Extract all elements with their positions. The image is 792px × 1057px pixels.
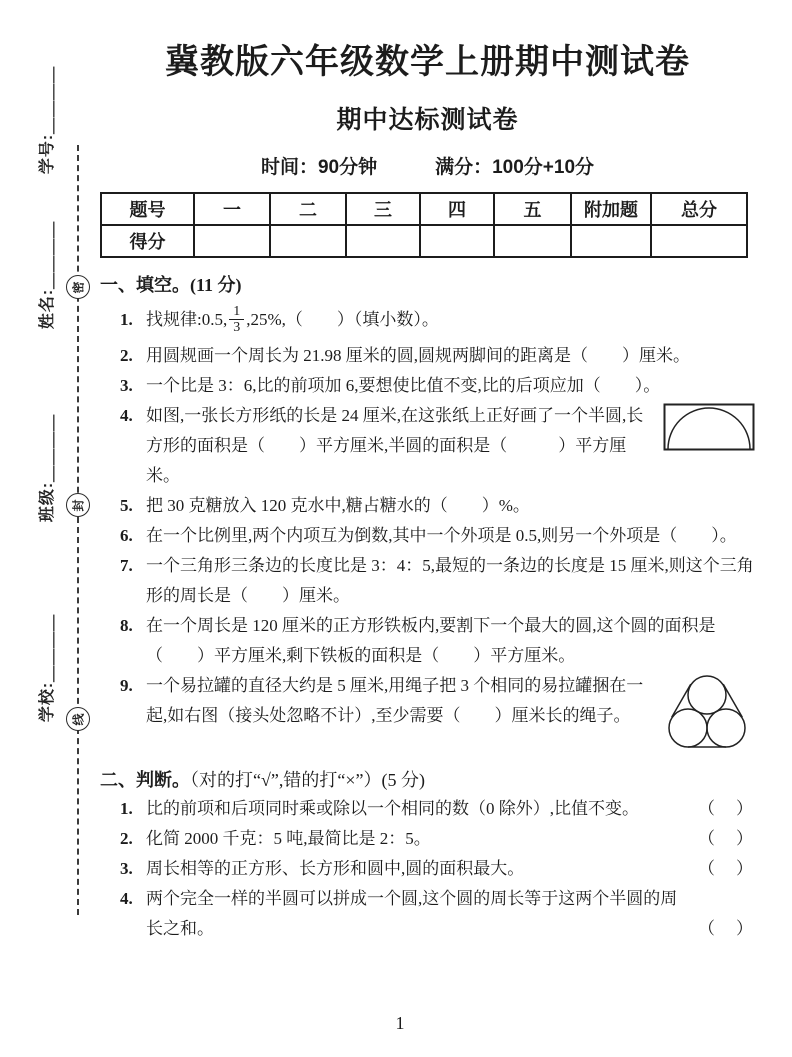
question-text: 一个易拉罐的直径大约是 5 厘米,用绳子把 3 个相同的易拉罐捆在一起,如右图（接头处忽略不计）,至少需要（ ）厘米长的绳子。: [146, 675, 644, 725]
fill-blank-question-3: [120, 371, 755, 401]
school-label: 学校:＿＿＿＿: [39, 613, 56, 723]
rectangle-with-semicircle-figure: [663, 403, 755, 451]
fraction-one-third: $\frac{1}{3}$: [229, 304, 244, 335]
score-table-cell: 总分: [651, 193, 747, 225]
score-table-cell: 一: [194, 193, 270, 225]
score-cell-empty: [270, 225, 346, 257]
question-number: 7.: [120, 555, 133, 575]
question-text: 一个三角形三条边的长度比是 3：4：5,最短的一条边的长度是 15 厘米,则这个三角形的周长是（ ）厘米。: [146, 555, 754, 605]
answer-blank: （ ）: [698, 918, 755, 938]
three-cans-bound-figure: [655, 671, 761, 753]
question-number: 3.: [120, 375, 133, 395]
score-cell-empty: [571, 225, 651, 257]
question-number: 3.: [120, 858, 133, 878]
seal-char-xian: 线: [66, 707, 90, 731]
score-table-cell: 四: [420, 193, 494, 225]
answer-blank: （ ）: [698, 858, 755, 878]
score-table: [100, 192, 748, 258]
question-text: 把 30 克糖放入 120 克水中,糖占糖水的（ ）%。: [146, 495, 530, 515]
judgment-question-2: [120, 824, 755, 854]
score-table-cell: 二: [270, 193, 346, 225]
judgment-question-4: [120, 884, 755, 944]
student-name-label: 姓名:＿＿＿＿: [39, 220, 56, 330]
score-cell-empty: [651, 225, 747, 257]
seal-char-mi: 密: [66, 275, 90, 299]
question-number: 8.: [120, 615, 133, 635]
fill-blank-question-2: [120, 341, 755, 371]
judgment-question-3: [120, 854, 755, 884]
section2-heading: [100, 766, 755, 794]
question-number: 2.: [120, 345, 133, 365]
score-table-score-row: [101, 225, 747, 257]
fill-blank-question-4: [120, 401, 755, 491]
question-number: 4.: [120, 405, 133, 425]
question-number: 1.: [120, 310, 133, 329]
question-number: 5.: [120, 495, 133, 515]
fill-blank-question-5: [120, 491, 755, 521]
seal-char-feng: 封: [66, 493, 90, 517]
score-table-cell: 五: [494, 193, 571, 225]
score-cell-empty: [420, 225, 494, 257]
page-number: 1: [395, 1013, 405, 1033]
answer-blank: （ ）: [698, 828, 755, 848]
judgment-question-1: [120, 794, 755, 824]
binding-dashed-line: [77, 145, 79, 915]
question-text: 在一个周长是 120 厘米的正方形铁板内,要割下一个最大的圆,这个圆的面积是（ ）平方厘米,剩下铁板的面积是（ ）平方厘米。: [146, 615, 716, 665]
paper-subtitle: 期中达标测试卷: [336, 106, 519, 134]
question-text: 化简 2000 千克：5 吨,最简比是 2：5。: [146, 828, 431, 848]
class-label: 班级:＿＿＿＿: [39, 413, 56, 523]
student-id-label: 学号:＿＿＿＿: [39, 65, 56, 175]
section2-heading-main: 二、判断。: [100, 769, 190, 790]
section2-heading-note: （对的打“√”,错的打“×”）(5 分): [190, 769, 425, 790]
question-text: 周长相等的正方形、长方形和圆中,圆的面积最大。: [146, 858, 525, 878]
question-text: 在一个比例里,两个内项互为倒数,其中一个外项是 0.5,则另一个外项是（ ）。: [146, 525, 737, 545]
fill-blank-question-6: [120, 521, 755, 551]
exam-info-line: [100, 152, 755, 179]
score-table-cell: 题号: [101, 193, 194, 225]
main-content: [100, 0, 755, 1057]
score-table-header-row: [101, 193, 747, 225]
score-cell-empty: [346, 225, 420, 257]
question-text: 如图,一张长方形纸的长是 24 厘米,在这张纸上正好画了一个半圆,长方形的面积是（ ）平方厘米,半圆的面积是（ ）平方厘米。: [146, 405, 644, 485]
question-number: 6.: [120, 525, 133, 545]
section1-heading: 一、填空。(11 分): [100, 275, 242, 295]
paper-title: 冀教版六年级数学上册期中测试卷: [165, 43, 690, 81]
question-number: 2.: [120, 828, 133, 848]
question-text: 用圆规画一个周长为 21.98 厘米的圆,圆规两脚间的距离是（ ）厘米。: [146, 345, 690, 365]
fill-blank-question-1: [120, 305, 755, 337]
question-number: 4.: [120, 888, 133, 908]
score-cell-empty: [494, 225, 571, 257]
time-limit: 时间：90分钟: [260, 157, 378, 178]
fill-blank-question-9: [120, 671, 755, 753]
question-text: 找规律:0.5, $\frac{1}{3}$ ,25%,（ ）（填小数）。: [146, 303, 439, 335]
fill-blank-question-7: [120, 551, 755, 611]
score-cell-empty: [194, 225, 270, 257]
question-number: 9.: [120, 675, 133, 695]
full-score: 满分：100分+10分: [435, 157, 595, 178]
score-table-cell: 三: [346, 193, 420, 225]
score-table-cell: 附加题: [571, 193, 651, 225]
question-text: 一个比是 3：6,比的前项加 6,要想使比值不变,比的后项应加（ ）。: [146, 375, 661, 395]
question-text: 比的前项和后项同时乘或除以一个相同的数（0 除外）,比值不变。: [146, 798, 639, 818]
question-text: 两个完全一样的半圆可以拼成一个圆,这个圆的周长等于这两个半圆的周长之和。: [146, 888, 678, 938]
answer-blank: （ ）: [698, 798, 755, 818]
question-number: 1.: [120, 798, 133, 818]
fill-blank-question-8: [120, 611, 755, 671]
score-row-label: 得分: [101, 225, 194, 257]
